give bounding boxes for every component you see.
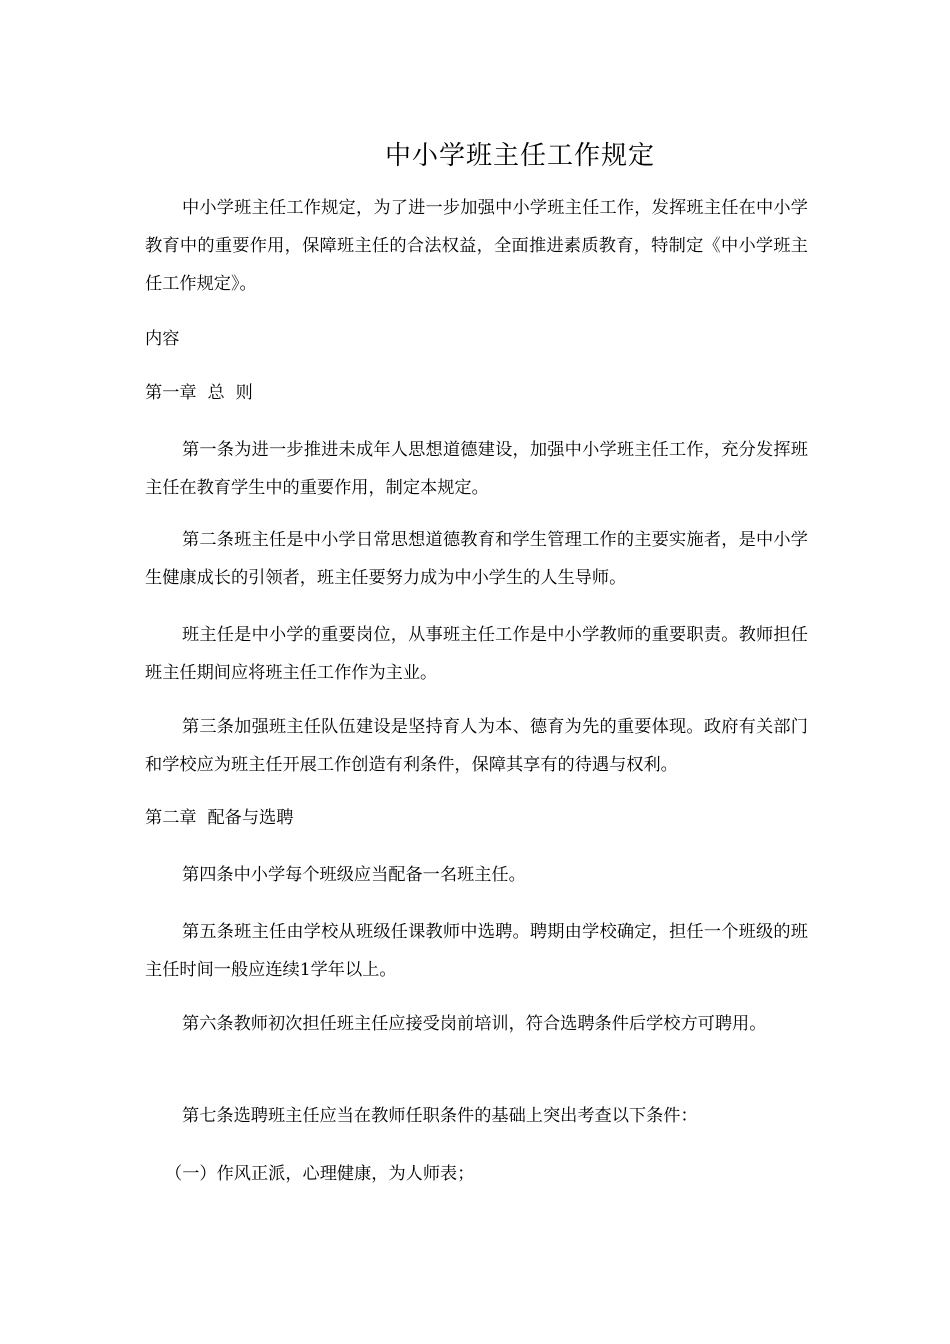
article-7: 第七条选聘班主任应当在教师任职条件的基础上突出考查以下条件：	[182, 1106, 698, 1126]
page-title: 中小学班主任工作规定	[385, 141, 656, 171]
condition-1: （一）作风正派，心理健康，为人师表；	[165, 1164, 475, 1184]
article-5: 第五条班主任由学校从班级任课教师中选聘。聘期由学校确定，担任一个班级的班主任时间一般应连续1学年以上。	[145, 922, 808, 980]
article-2: 第二条班主任是中小学日常思想道德教育和学生管理工作的主要实施者，是中小学生健康成长的引领者，班主任要努力成为中小学生的人生导师。	[145, 530, 808, 588]
article-6: 第六条教师初次担任班主任应接受岗前培训，符合选聘条件后学校方可聘用。	[182, 1014, 767, 1034]
contents-label: 内容	[145, 329, 180, 349]
intro-paragraph: 中小学班主任工作规定，为了进一步加强中小学班主任工作，发挥班主任在中小学教育中的重要作用，保障班主任的合法权益，全面推进素质教育，特制定《中小学班主任工作规定》。	[145, 198, 808, 294]
article-4: 第四条中小学每个班级应当配备一名班主任。	[182, 865, 526, 885]
article-2-continued: 班主任是中小学的重要岗位，从事班主任工作是中小学教师的重要职责。教师担任班主任期间应将班主任工作作为主业。	[145, 625, 808, 683]
chapter-1-heading: 第一章 总 则	[145, 383, 253, 403]
article-1: 第一条为进一步推进未成年人思想道德建设，加强中小学班主任工作，充分发挥班主任在教育学生中的重要作用，制定本规定。	[145, 440, 808, 498]
article-3: 第三条加强班主任队伍建设是坚持育人为本、德育为先的重要体现。政府有关部门和学校应为班主任开展工作创造有利条件，保障其享有的待遇与权利。	[145, 717, 808, 775]
chapter-2-heading: 第二章 配备与选聘	[145, 808, 294, 828]
